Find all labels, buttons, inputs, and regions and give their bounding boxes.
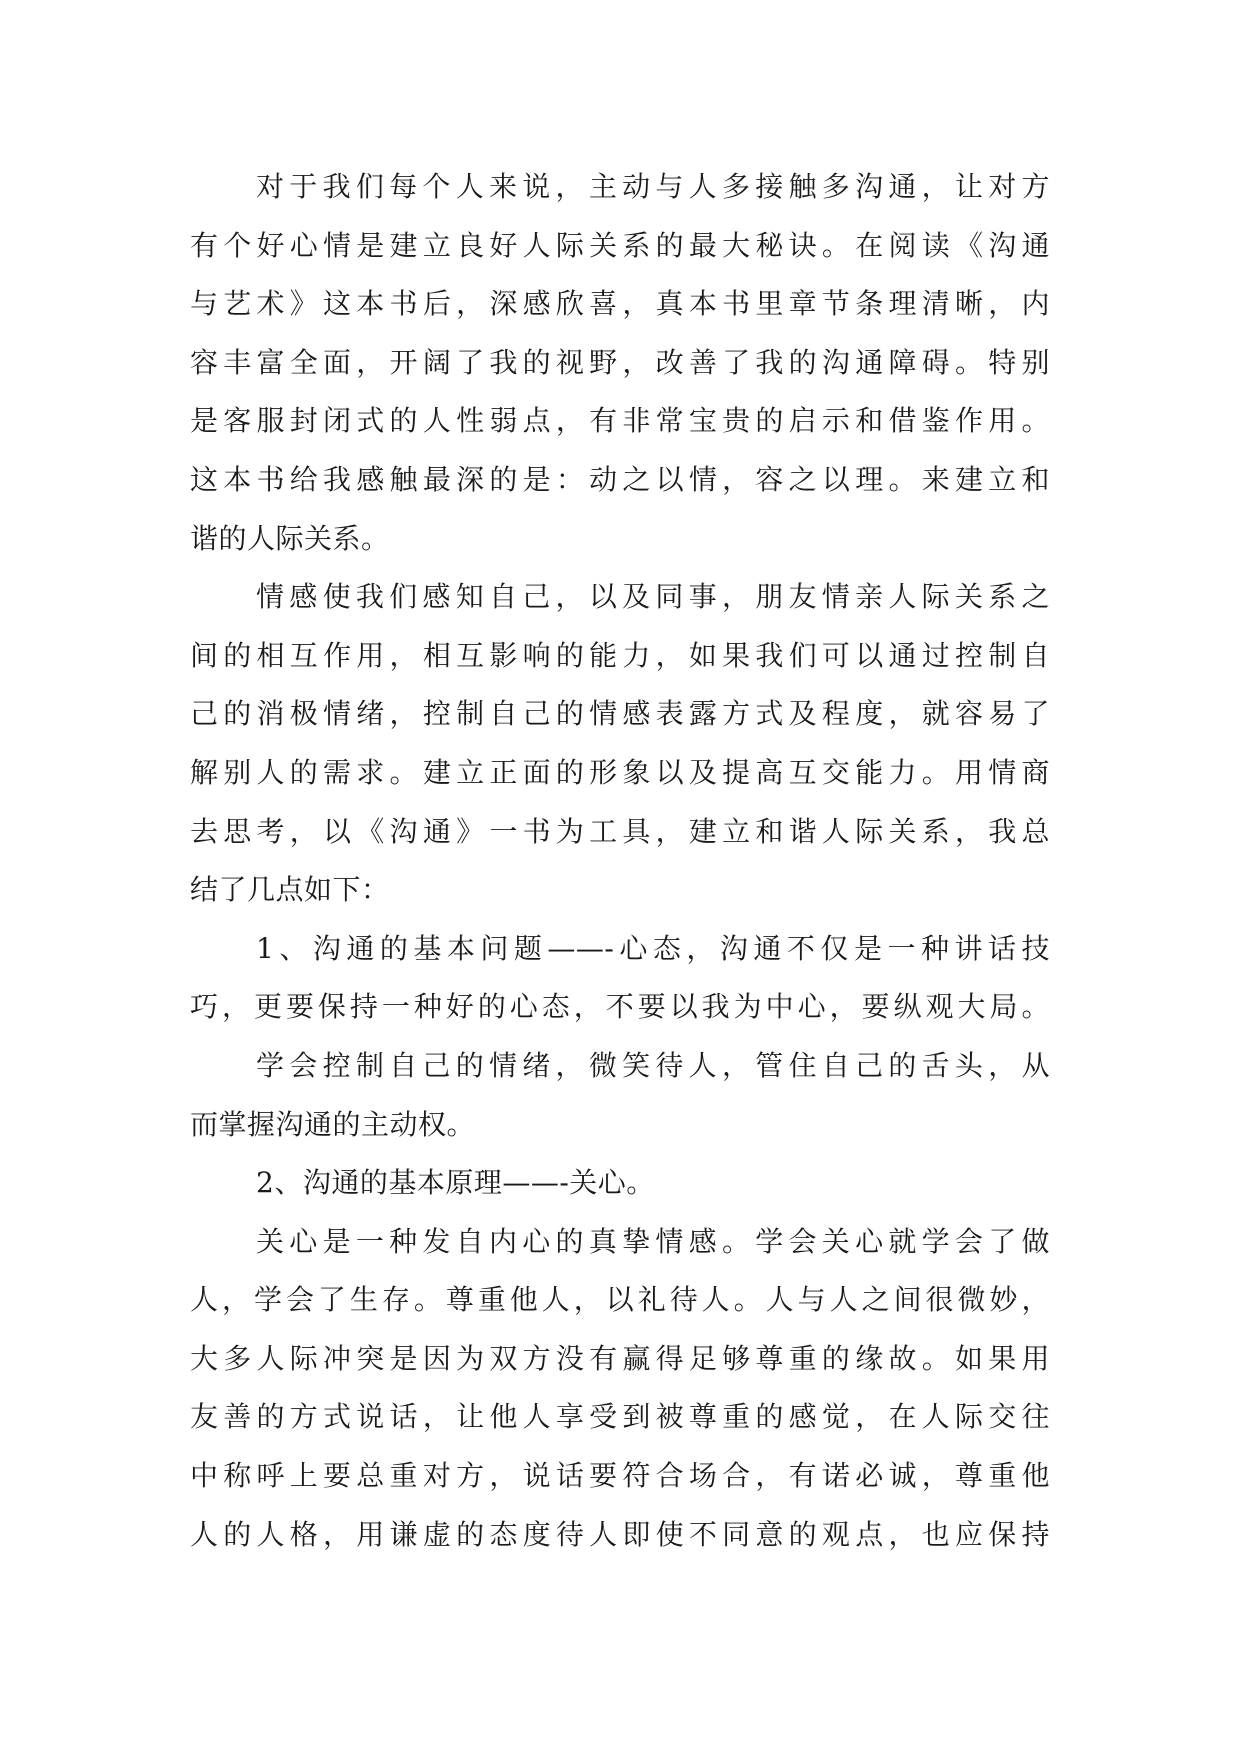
text-line: 友善的方式说话，让他人享受到被尊重的感觉，在人际交往 (190, 1400, 1050, 1434)
text-line: 己的消极情绪，控制自己的情感表露方式及程度，就容易了 (190, 697, 1050, 731)
text-line: 有个好心情是建立良好人际关系的最大秘诀。在阅读《沟通 (190, 228, 1050, 262)
text-line: 情感使我们感知自己，以及同事，朋友情亲人际关系之 (256, 580, 1050, 614)
text-line: 结了几点如下： (190, 873, 390, 907)
text-line: 与艺术》这本书后，深感欣喜，真本书里章节条理清晰，内 (190, 287, 1050, 321)
text-line: 这本书给我感触最深的是：动之以情，容之以理。来建立和 (190, 462, 1050, 496)
text-line: 人，学会了生存。尊重他人，以礼待人。人与人之间很微妙， (190, 1283, 1050, 1317)
text-line: 是客服封闭式的人性弱点，有非常宝贵的启示和借鉴作用。 (190, 404, 1050, 438)
text-line: 大多人际冲突是因为双方没有赢得足够尊重的缘故。如果用 (190, 1341, 1050, 1375)
document-body (190, 158, 1050, 1564)
text-line: 去思考，以《沟通》一书为工具，建立和谐人际关系，我总 (190, 814, 1050, 848)
text-line: 中称呼上要总重对方，说话要符合场合，有诺必诚，尊重他 (190, 1459, 1050, 1493)
text-line: 对于我们每个人来说，主动与人多接触多沟通，让对方 (256, 170, 1050, 203)
text-line: 容丰富全面，开阔了我的视野，改善了我的沟通障碍。特别 (190, 345, 1050, 379)
text-line: 巧，更要保持一种好的心态，不要以我为中心，要纵观大局。 (190, 990, 1050, 1024)
text-line: 关心是一种发自内心的真挚情感。学会关心就学会了做 (256, 1224, 1050, 1258)
text-line: 而掌握沟通的主动权。 (190, 1107, 476, 1141)
text-line: 1、沟通的基本问题——-心态，沟通不仅是一种讲话技 (256, 931, 1050, 965)
text-line: 人的人格，用谦虚的态度待人即使不同意的观点，也应保持 (190, 1517, 1050, 1551)
text-line: 间的相互作用，相互影响的能力，如果我们可以通过控制自 (190, 638, 1050, 672)
text-line: 谐的人际关系。 (190, 521, 390, 555)
text-line: 解别人的需求。建立正面的形象以及提高互交能力。用情商 (190, 755, 1050, 789)
text-line: 2、沟通的基本原理——-关心。 (256, 1166, 655, 1200)
text-line: 学会控制自己的情绪，微笑待人，管住自己的舌头，从 (256, 1048, 1050, 1082)
